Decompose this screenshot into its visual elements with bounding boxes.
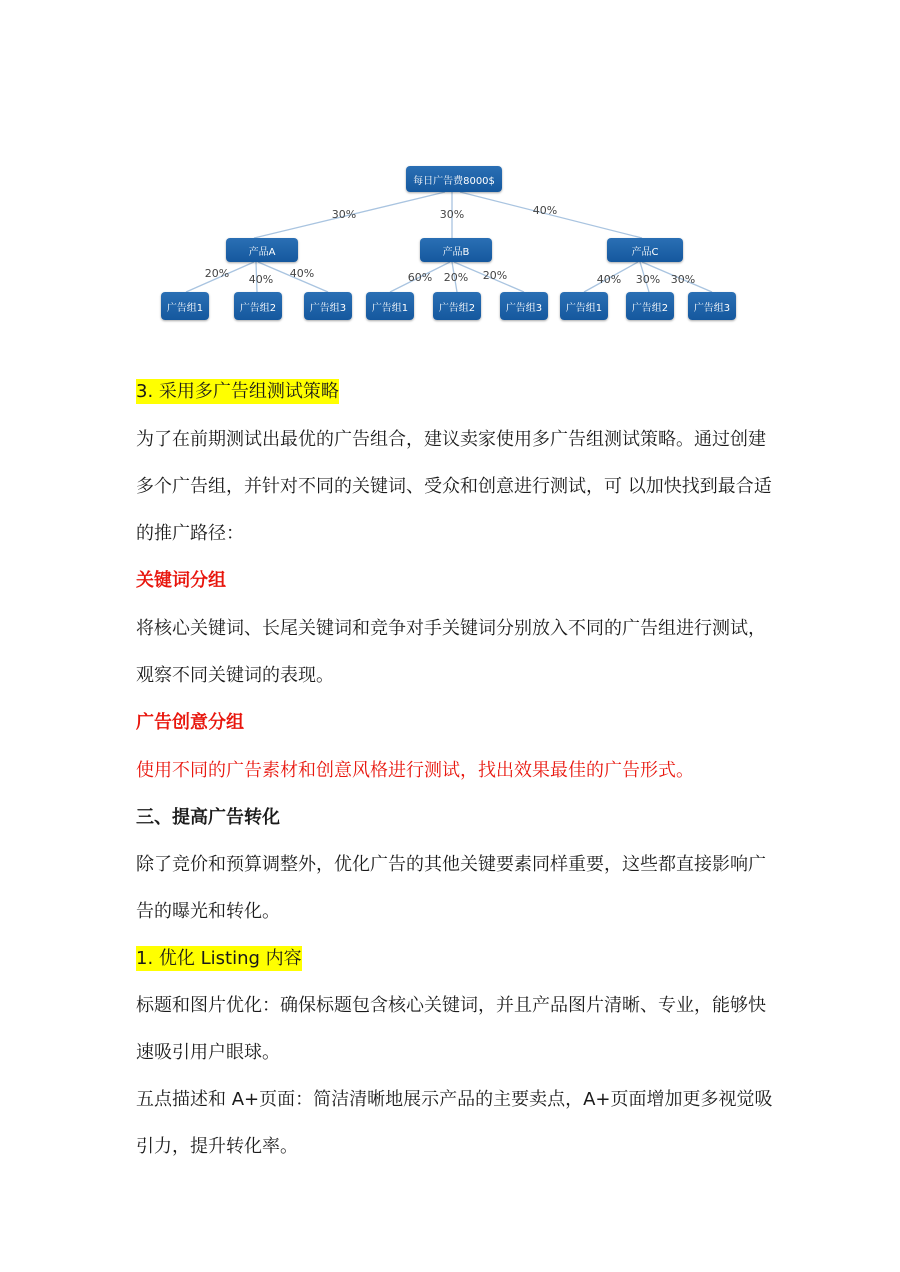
ad-group-a1-box: 广告组1 [161, 292, 209, 320]
paragraph-conversion-intro: 除了竞价和预算调整外，优化广告的其他关键要素同样重要，这些都直接影响广告的曝光和转化。 [136, 854, 766, 922]
paragraph-creative-grouping: 使用不同的广告素材和创意风格进行测试，找出效果最佳的广告形式。 [136, 760, 694, 781]
ad-group-c2-box: 广告组2 [626, 292, 674, 320]
product-c-split-1-label: 40% [596, 273, 622, 286]
product-b-split-3-label: 20% [482, 269, 508, 282]
ad-group-a3-box: 广告组3 [304, 292, 352, 320]
ad-group-c3-box: 广告组3 [688, 292, 736, 320]
paragraph-title-image-optimization: 标题和图片优化：确保标题包含核心关键词，并且产品图片清晰、专业，能够快速吸引用户眼球。 [136, 995, 766, 1063]
product-a-split-1-label: 20% [204, 267, 230, 280]
section-3-heading-text: 3. 采用多广告组测试策略 [136, 381, 339, 402]
keyword-grouping-heading: 关键词分组 [136, 570, 226, 591]
product-c-split-3-label: 30% [670, 273, 696, 286]
product-c-box: 产品C [607, 238, 683, 262]
root-split-c-label: 40% [532, 204, 558, 217]
paragraph-multi-group-strategy: 为了在前期测试出最优的广告组合，建议卖家使用多广告组测试策略。通过创建多个广告组，并针对不同的关键词、受众和创意进行测试，可 以加快找到最合适的推广路径： [136, 429, 772, 544]
ad-group-b2-box: 广告组2 [433, 292, 481, 320]
product-c-split-2-label: 30% [635, 273, 661, 286]
product-a-box: 产品A [226, 238, 298, 262]
root-split-a-label: 30% [331, 208, 357, 221]
section-1-heading [136, 935, 776, 982]
product-b-box: 产品B [420, 238, 492, 262]
creative-grouping-heading: 广告创意分组 [136, 712, 244, 733]
ad-group-b3-box: 广告组3 [500, 292, 548, 320]
product-a-split-2-label: 40% [248, 273, 274, 286]
product-b-split-1-label: 60% [407, 271, 433, 284]
section-3-heading [136, 368, 776, 415]
paragraph-keyword-grouping: 将核心关键词、长尾关键词和竞争对手关键词分别放入不同的广告组进行测试，观察不同关键词的表现。 [136, 618, 766, 686]
root-budget-box: 每日广告费8000$ [406, 166, 502, 192]
paragraph-bullets-aplus: 五点描述和 A+页面：简洁清晰地展示产品的主要卖点，A+页面增加更多视觉吸引力，提升转化率。 [136, 1089, 773, 1157]
product-a-split-3-label: 40% [289, 267, 315, 280]
ad-group-c1-box: 广告组1 [560, 292, 608, 320]
budget-allocation-diagram [150, 140, 760, 345]
section-1-heading-text: 1. 优化 Listing 内容 [136, 948, 302, 969]
root-split-b-label: 30% [439, 208, 465, 221]
product-b-split-2-label: 20% [443, 271, 469, 284]
ad-group-a2-box: 广告组2 [234, 292, 282, 320]
section-iii-heading: 三、提高广告转化 [136, 807, 280, 828]
ad-group-b1-box: 广告组1 [366, 292, 414, 320]
